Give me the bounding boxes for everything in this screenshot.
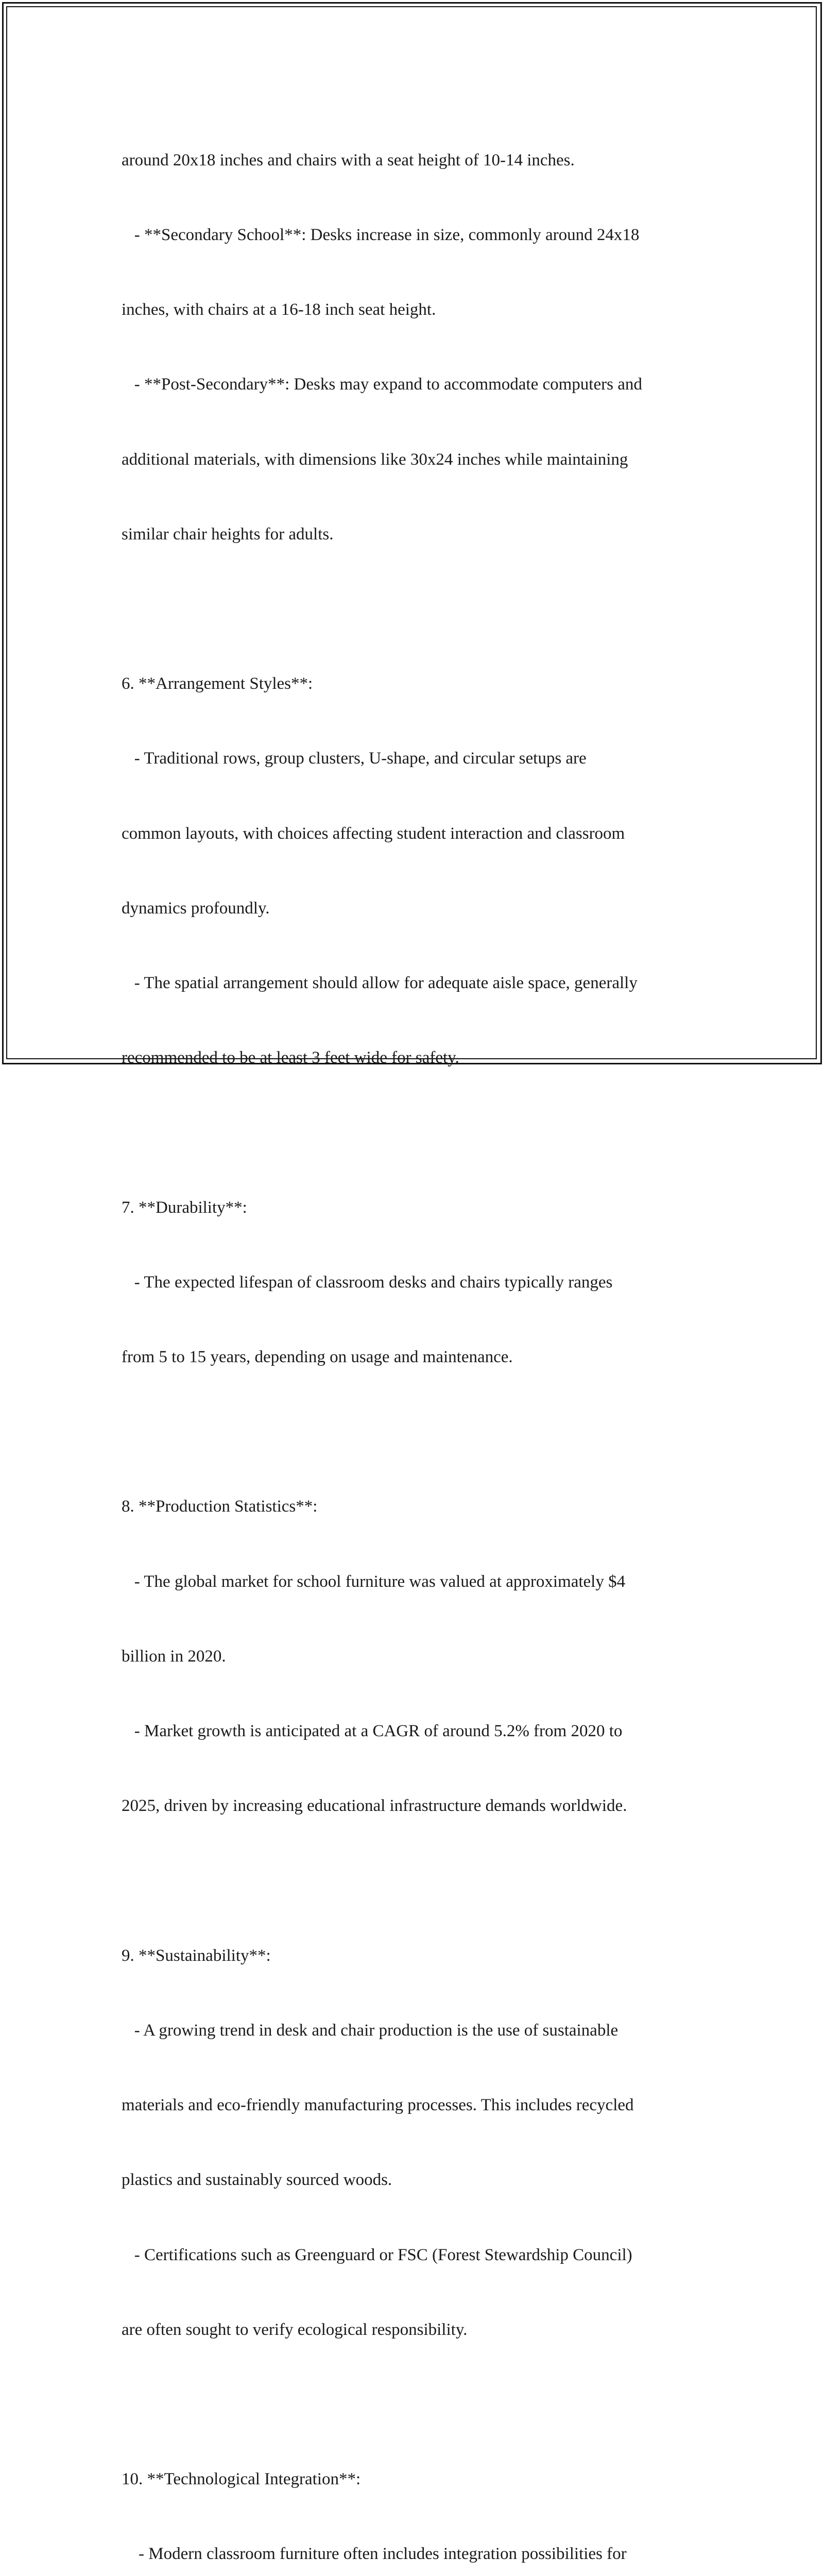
text-line: inches, with chairs at a 16-18 inch seat height. [122,300,436,319]
section-heading: 9. **Sustainability**: [122,1946,271,1965]
text-line: are often sought to verify ecological responsibility. [122,2320,468,2339]
text-line: - The spatial arrangement should allow for adequate aisle space, generally [122,974,638,993]
text-line: similar chair heights for adults. [122,524,334,544]
text-line: - Traditional rows, group clusters, U-shape, and circular setups are [122,749,587,768]
section-heading: 8. **Production Statistics**: [122,1497,318,1516]
text-line: common layouts, with choices affecting student interaction and classroom [122,824,625,843]
text-line: plastics and sustainably sourced woods. [122,2171,392,2190]
text-line: from 5 to 15 years, depending on usage and maintenance. [122,1348,513,1367]
text-line: - **Post-Secondary**: Desks may expand to accommodate computers and [122,375,642,394]
paragraph-gap [122,1868,714,1893]
text-line: additional materials, with dimensions like 30x24 inches while maintaining [122,450,628,469]
text-line: billion in 2020. [122,1647,226,1666]
text-line: - Market growth is anticipated at a CAGR of around 5.2% from 2020 to [122,1722,623,1741]
section-heading: 7. **Durability**: [122,1198,247,1217]
text-line: - **Secondary School**: Desks increase in size, commonly around 24x18 [122,226,640,245]
paragraph-gap [122,597,714,621]
text-line: dynamics profoundly. [122,899,270,918]
text-line: - The expected lifespan of classroom desks and chairs typically ranges [122,1273,613,1292]
text-line: - The global market for school furniture was valued at approximately $4 [122,1572,626,1591]
paragraph-gap [122,2392,714,2417]
text-line: - Modern classroom furniture often includes integration possibilities for [122,2545,627,2564]
text-line: recommended to be at least 3 feet wide for safety. [122,1048,459,1067]
text-line: - A growing trend in desk and chair production is the use of sustainable [122,2021,619,2040]
section-heading: 10. **Technological Integration**: [122,2470,361,2489]
text-line: materials and eco-friendly manufacturing processes. This includes recycled [122,2096,634,2115]
text-line: around 20x18 inches and chairs with a seat height of 10-14 inches. [122,150,575,170]
text-line: - Certifications such as Greenguard or FSC (Forest Stewardship Council) [122,2245,632,2264]
paragraph-gap [122,1419,714,1444]
section-heading: 6. **Arrangement Styles**: [122,674,313,693]
document-body [122,98,714,2576]
paragraph-gap [122,1120,714,1145]
text-line: 2025, driven by increasing educational infrastructure demands worldwide. [122,1797,627,1816]
